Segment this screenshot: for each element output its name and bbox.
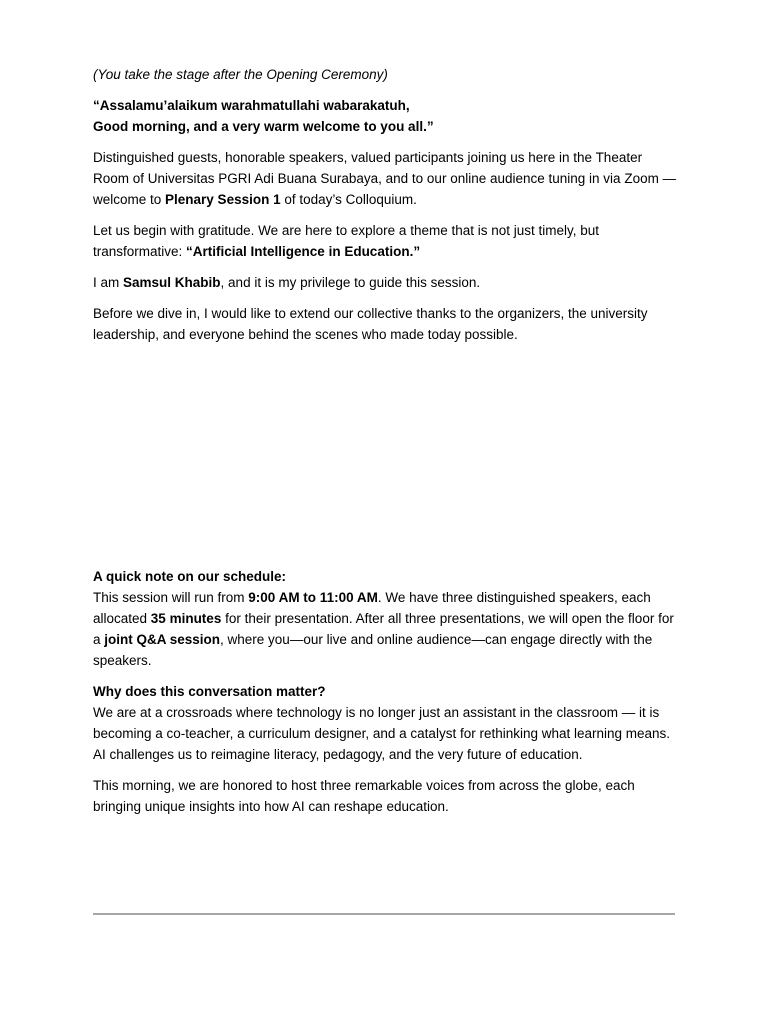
stage-note: (You take the stage after the Opening Ceremony) xyxy=(93,67,388,82)
schedule-text-4: , where you—our live and online audience—can engage directly with the speakers. xyxy=(93,632,653,668)
thanks-paragraph: Before we dive in, I would like to extend our collective thanks to the organizers, the university leadership, and everyone behind the scenes who made today possible. xyxy=(93,306,648,342)
schedule-duration: 35 minutes xyxy=(150,611,222,626)
why-paragraph xyxy=(93,681,678,765)
schedule-heading: A quick note on our schedule: xyxy=(93,569,287,584)
welcome-text-2: of today’s Colloquium. xyxy=(280,192,417,207)
intro-text-2: , and it is my privilege to guide this session. xyxy=(220,275,481,290)
schedule-qa: joint Q&A session xyxy=(104,632,221,647)
welcome-paragraph xyxy=(93,147,678,210)
intro-text-1: I am xyxy=(93,275,124,290)
schedule-paragraph xyxy=(93,566,678,671)
schedule-text-2: . We have three distinguished speakers, each allocated xyxy=(93,590,651,626)
gratitude-text: Let us begin with gratitude. We are here to explore a theme that is not just timely, but transformative: xyxy=(93,223,600,259)
schedule-text-1: This session will run from xyxy=(93,590,249,605)
session-name: Plenary Session 1 xyxy=(165,192,281,207)
intro-paragraph xyxy=(93,272,678,293)
why-heading: Why does this conversation matter? xyxy=(93,684,326,699)
why-text: We are at a crossroads where technology is no longer just an assistant in the classroom — it is becoming a co-teacher, a curriculum designer, and a catalyst for rethinking what learning means. AI challenges us to reimagine literacy, pedagogy, and the very future of education. xyxy=(93,705,671,762)
document-page xyxy=(93,64,678,827)
horizontal-divider xyxy=(93,913,675,915)
gratitude-paragraph xyxy=(93,220,678,262)
moderator-name: Samsul Khabib xyxy=(123,275,221,290)
greeting xyxy=(93,95,678,137)
theme-title: “Artificial Intelligence in Education.” xyxy=(186,244,421,259)
blank-space xyxy=(93,355,678,566)
greeting-line-1: “Assalamu’alaikum warahmatullahi wabarakatuh, xyxy=(93,98,410,113)
greeting-line-2: Good morning, and a very warm welcome to you all.” xyxy=(93,119,434,134)
schedule-text-3: for their presentation. After all three presentations, we will open the floor for a xyxy=(93,611,674,647)
schedule-time: 9:00 AM to 11:00 AM xyxy=(248,590,378,605)
welcome-text-1: Distinguished guests, honorable speakers, valued participants joining us here in the Theater Room of Universitas PGRI Adi Buana Surabaya, and to our online audience tuning in via Zoom — welcome to xyxy=(93,150,677,207)
closing-paragraph: This morning, we are honored to host three remarkable voices from across the globe, each bringing unique insights into how AI can reshape education. xyxy=(93,778,635,814)
